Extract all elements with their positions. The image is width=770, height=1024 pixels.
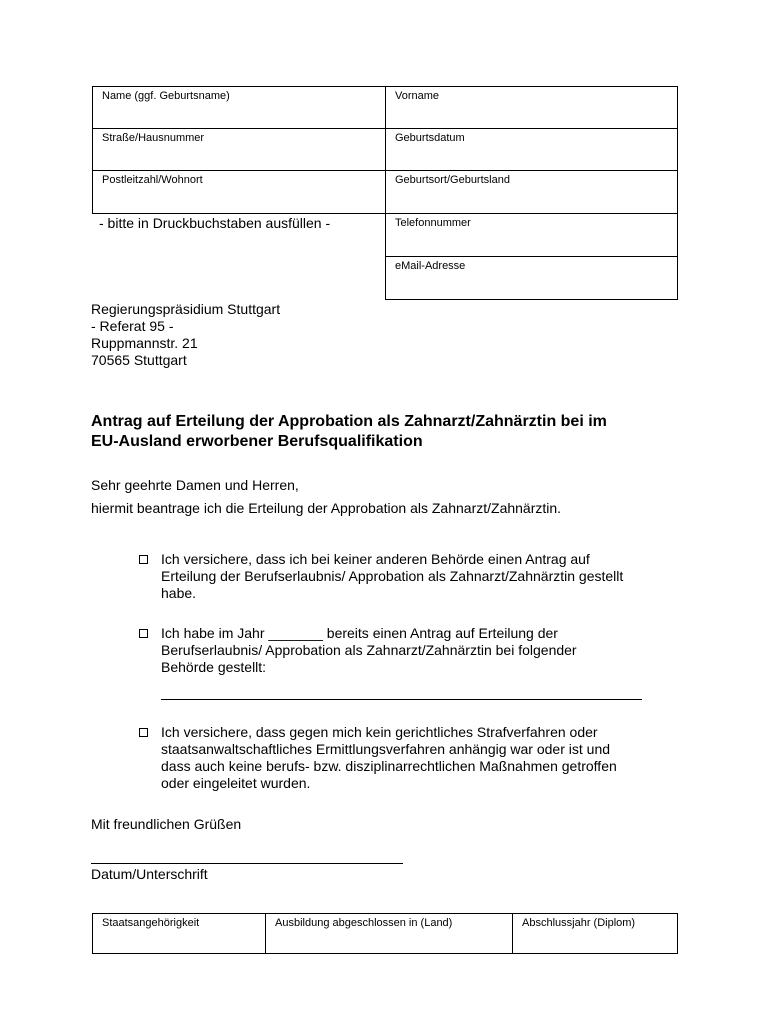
check-text-1 <box>161 551 623 602</box>
field-postcode-city[interactable]: Postleitzahl/Wohnort <box>92 170 386 214</box>
field-email[interactable]: eMail-Adresse <box>385 256 678 300</box>
field-graduation-year[interactable]: Abschlussjahr (Diplom) <box>512 913 678 954</box>
authority-input-line[interactable] <box>161 699 642 700</box>
check-line: staatsanwaltschaftliches Ermittlungsverfahren anhängig war oder ist und <box>161 741 611 757</box>
field-nationality[interactable]: Staatsangehörigkeit <box>92 913 266 954</box>
block-letters-note: - bitte in Druckbuchstaben ausfüllen - <box>99 215 331 231</box>
title-line: Antrag auf Erteilung der Approbation als Zahnarzt/Zahnärztin bei im <box>91 413 607 430</box>
check-line: oder eingeleitet wurden. <box>161 775 311 791</box>
signature-line[interactable] <box>91 863 403 864</box>
field-phone[interactable]: Telefonnummer <box>385 213 678 257</box>
salutation: Sehr geehrte Damen und Herren, <box>91 477 299 493</box>
check-line: Ich versichere, dass ich bei keiner anderen Behörde einen Antrag auf <box>161 551 590 567</box>
address-line: Regierungspräsidium Stuttgart <box>91 301 281 317</box>
document-title <box>91 412 607 452</box>
check-text-3 <box>161 724 617 792</box>
field-birthplace[interactable]: Geburtsort/Geburtsland <box>385 170 678 214</box>
checkbox-1[interactable] <box>139 555 148 564</box>
closing: Mit freundlichen Grüßen <box>91 816 242 832</box>
field-training-country[interactable]: Ausbildung abgeschlossen in (Land) <box>265 913 513 954</box>
title-line: EU-Ausland erworbener Berufsqualifikation <box>91 433 423 450</box>
checkbox-2[interactable] <box>139 629 148 638</box>
field-birthdate[interactable]: Geburtsdatum <box>385 128 678 171</box>
address-line: 70565 Stuttgart <box>91 352 187 368</box>
check-line: Berufserlaubnis/ Approbation als Zahnarzt/Zahnärztin bei folgender <box>161 642 577 658</box>
intro-text: hiermit beantrage ich die Erteilung der Approbation als Zahnarzt/Zahnärztin. <box>91 500 562 516</box>
check-line: Ich versichere, dass gegen mich kein gerichtliches Strafverfahren oder <box>161 724 598 740</box>
field-street[interactable]: Straße/Hausnummer <box>92 128 386 171</box>
check-line: dass auch keine berufs- bzw. disziplinarrechtlichen Maßnahmen getroffen <box>161 758 617 774</box>
signature-label: Datum/Unterschrift <box>91 866 208 882</box>
checkbox-3[interactable] <box>139 728 148 737</box>
check-text-2 <box>161 625 577 676</box>
check-line: Erteilung der Berufserlaubnis/ Approbation als Zahnarzt/Zahnärztin gestellt <box>161 568 624 584</box>
address-line: Ruppmannstr. 21 <box>91 335 198 351</box>
check-line: Ich habe im Jahr _______ bereits einen Antrag auf Erteilung der <box>161 625 558 641</box>
check-line: habe. <box>161 585 197 601</box>
field-firstname[interactable]: Vorname <box>385 86 678 129</box>
field-name[interactable]: Name (ggf. Geburtsname) <box>92 86 386 129</box>
recipient-address <box>91 301 280 369</box>
address-line: - Referat 95 - <box>91 318 174 334</box>
check-line: Behörde gestellt: <box>161 659 267 675</box>
